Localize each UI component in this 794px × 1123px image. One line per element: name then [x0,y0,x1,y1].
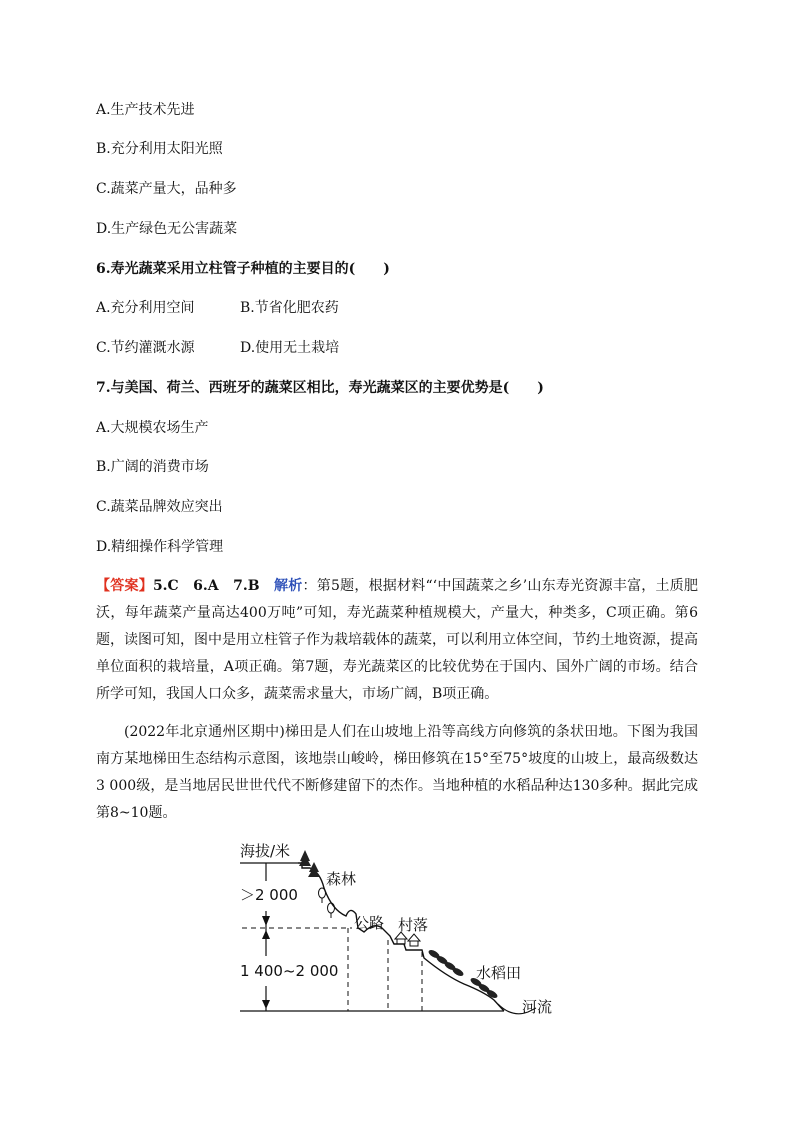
q6-options-row-2 [96,338,340,358]
q6-options-row-1 [96,298,339,318]
river-label: 河流 [522,998,553,1016]
q6-option-a: A.充分利用空间 [96,300,195,316]
answer-ids: 5.C 6.A 7.B [152,578,275,594]
q7-stem: 7.与美国、荷兰、西班牙的蔬菜区相比，寿光蔬菜区的主要优势是( ) [96,380,544,396]
arrow-up-icon [262,930,270,939]
lower-range-label: 1 400~2 000 [240,962,339,980]
tree-icon [299,850,311,866]
q7-option-b: B.广阔的消费市场 [96,459,209,475]
arrow-down-icon [262,916,270,926]
q5-option-d: D.生产绿色无公害蔬菜 [96,221,238,237]
arrow-down-icon [262,1000,270,1009]
intro-paragraph: (2022年北京通州区期中)梯田是人们在山坡地上沿等高线方向修筑的条状田地。下图为我国南方某地梯田生态结构示意图，该地崇山峻岭，梯田修筑在15°至75°坡度的山坡上，最高级数达3 000级，是当地居民世世代代不断修建留下的杰作。当地种植的水稻品种达130多种。据此完成第8~10题。 [96,724,698,821]
q6-option-d: D.使用无土栽培 [240,340,340,356]
village-label: 村落 [398,916,429,934]
q5-option-c: C.蔬菜产量大，品种多 [96,181,237,197]
answer-block [96,573,698,708]
q7-option-a: A.大规模农场生产 [96,420,209,436]
q5-option-a: A.生产技术先进 [96,102,195,118]
answer-tag: 【答案】 [96,578,153,594]
analysis-text: ：第5题，根据材料“‘中国蔬菜之乡’山东寿光资源丰富，土质肥沃，每年蔬菜产量高达400万吨”可知，寿光蔬菜种植规模大，产量大，种类多，C项正确。第6题，读图可知，图中是用立柱管子作为栽培载体的蔬菜，可以利用立体空间，节约土地资源，提高单位面积的栽培量，A项正确。第7题，寿光蔬菜区的比较优势在于国内、国外广阔的市场。结合所学可知，我国人口众多，蔬菜需求量大，市场广阔，B项正确。 [96,578,699,702]
paddy-label: 水稻田 [476,964,522,982]
forest-label: 森林 [326,870,357,888]
q6-option-c: C.节约灌溉水源 [96,340,195,356]
q6-option-b: B.节省化肥农药 [240,300,339,316]
upper-range-label: ＞2 000 [240,886,298,904]
q7-option-c: C.蔬菜品牌效应突出 [96,499,223,515]
q5-option-b: B.充分利用太阳光照 [96,141,223,157]
analysis-label: 解析 [274,578,303,594]
q6-stem: 6.寿光蔬菜采用立柱管子种植的主要目的( ) [96,261,390,277]
house-icon [408,934,420,946]
y-axis-label: 海拔/米 [240,842,291,860]
q7-option-d: D.精细操作科学管理 [96,539,224,555]
road-label: 公路 [354,914,385,932]
terrace-diagram [236,836,566,1026]
